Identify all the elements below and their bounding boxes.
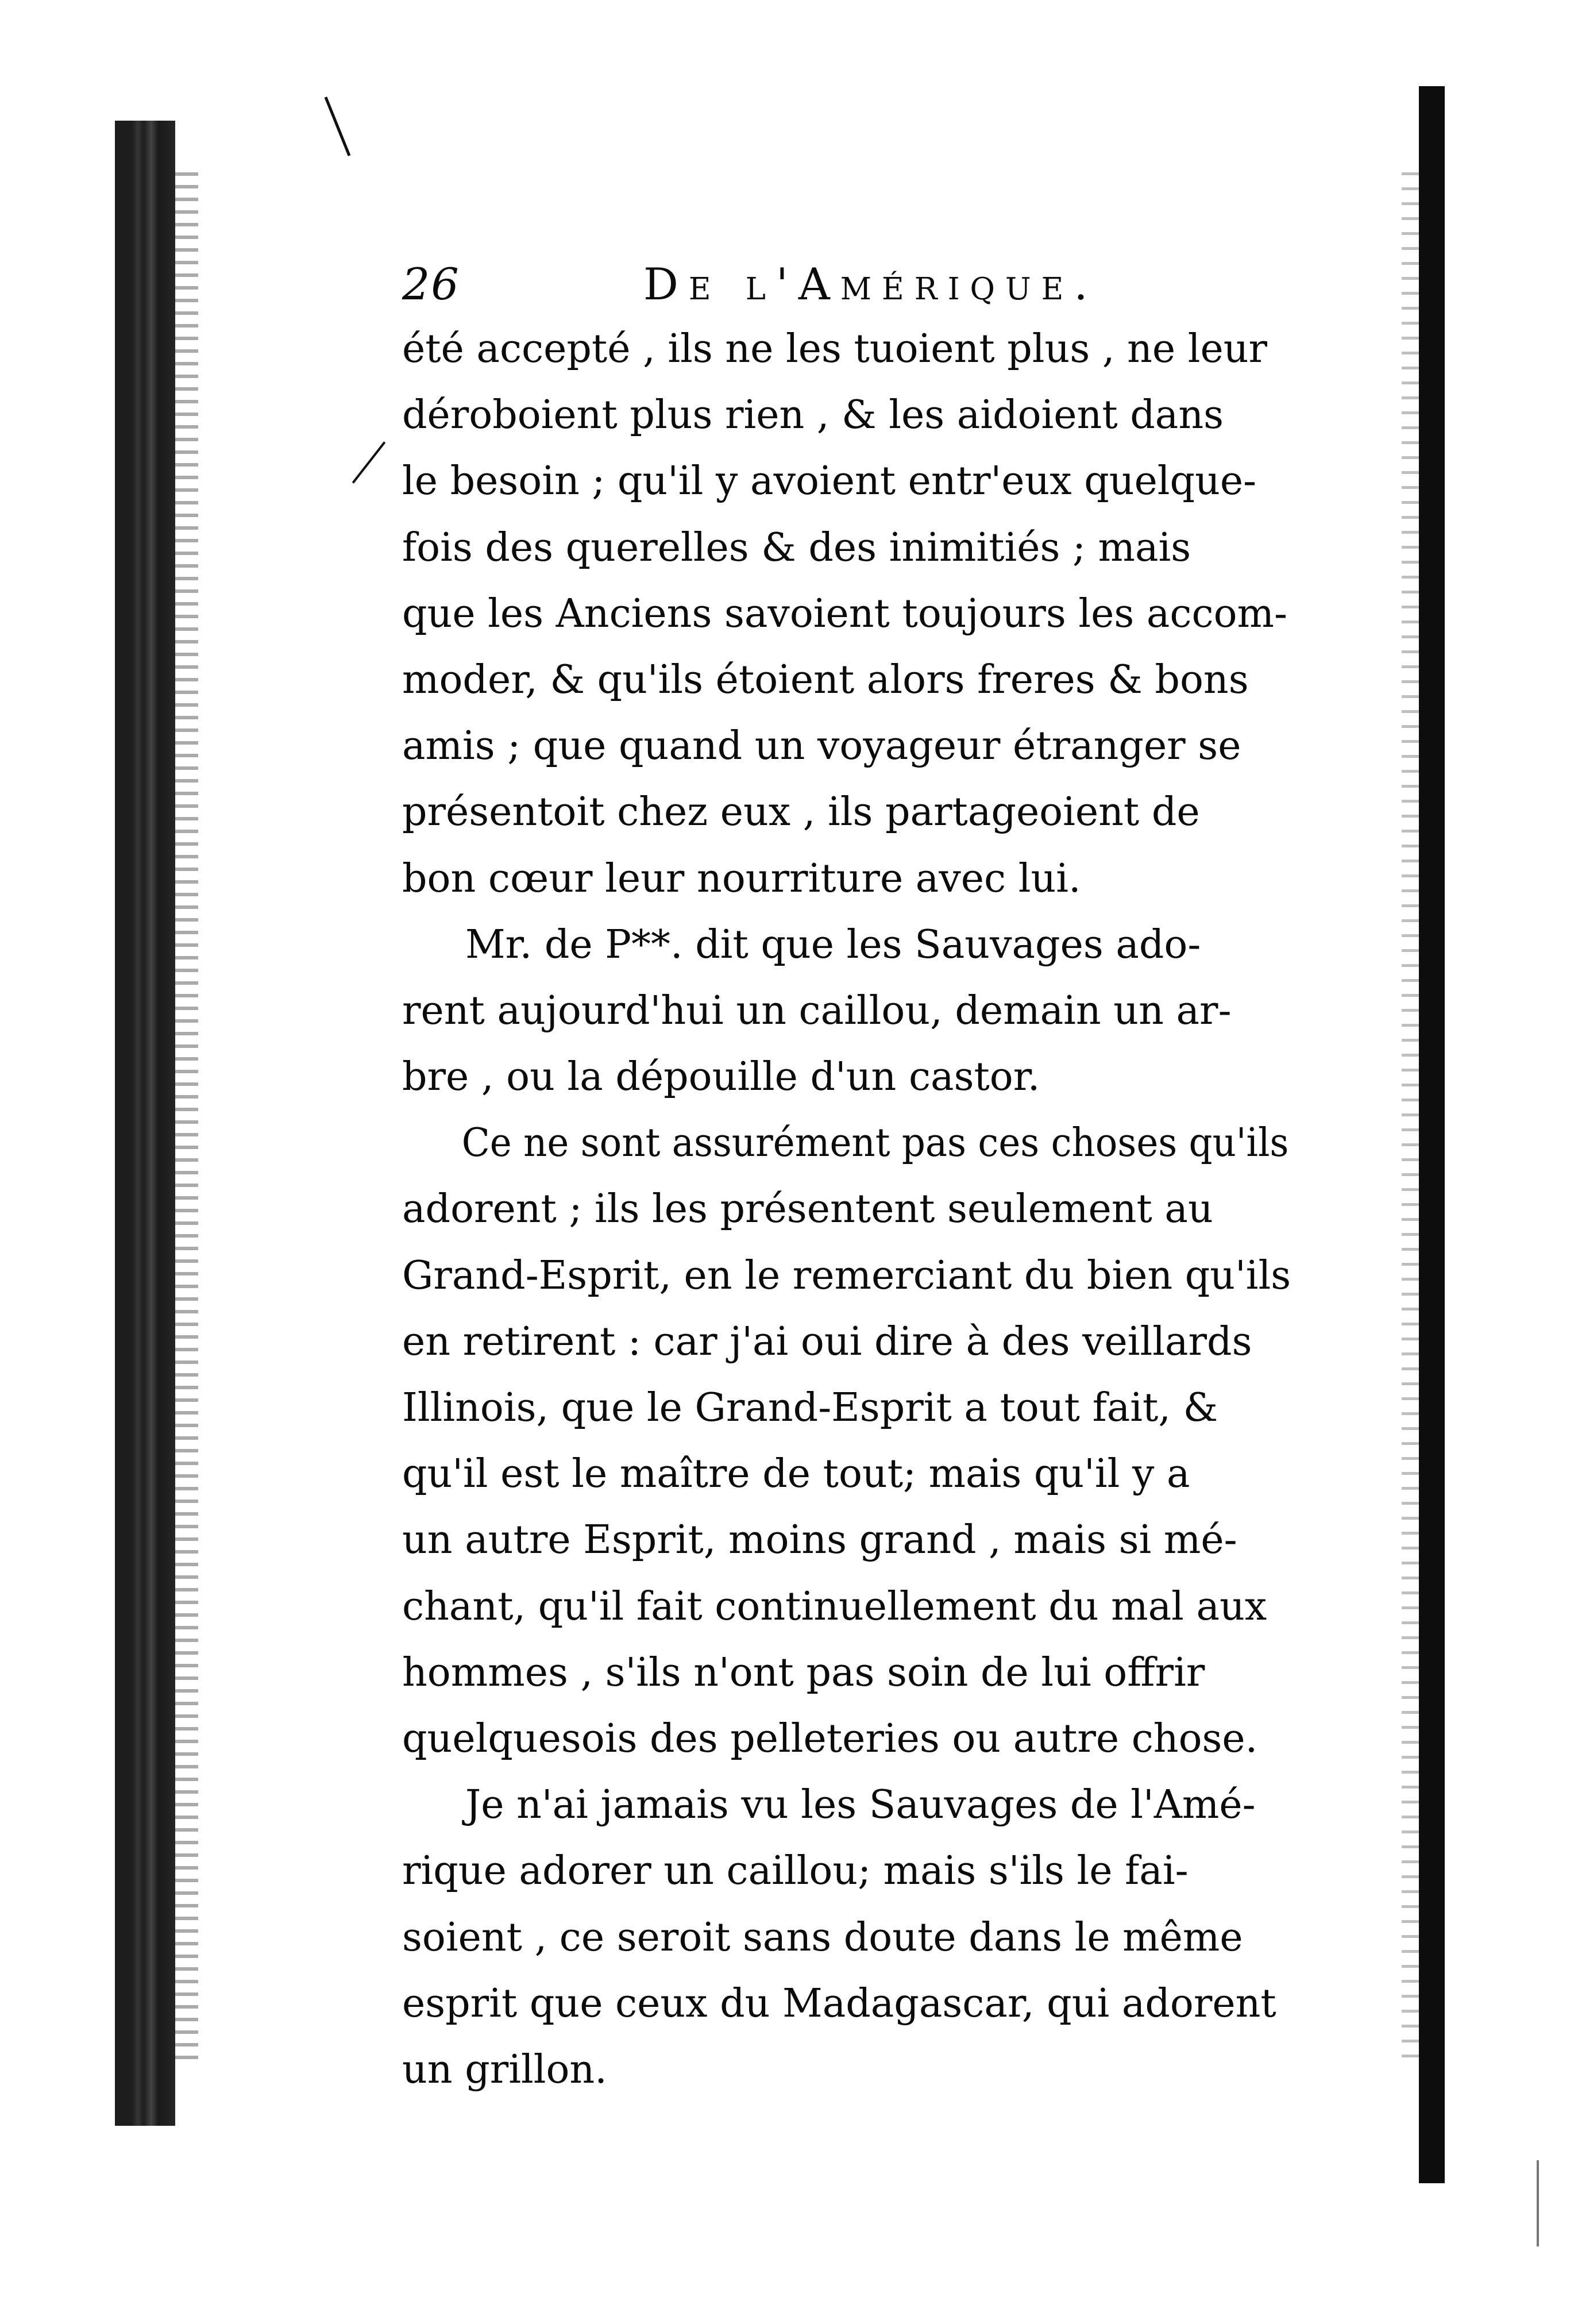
running-head — [402, 253, 1293, 316]
scan-edge-right-fringe — [1402, 172, 1419, 2068]
text-line: rent aujourd'hui un caillou, demain un ar- — [402, 988, 1232, 1034]
text-line: qu'il est le maître de tout; mais qu'il y a — [402, 1451, 1190, 1497]
running-title: De l'Amérique. — [643, 259, 1098, 310]
scan-edge-right — [1419, 86, 1445, 2183]
scan-edge-left — [115, 121, 175, 2126]
text-line: Grand-Esprit, en le remerciant du bien qu'ils — [402, 1252, 1291, 1298]
scan-mark — [325, 97, 351, 156]
text-line: en retirent : car j'ai oui dire à des veillards — [402, 1319, 1252, 1365]
text-line: fois des querelles & des inimitiés ; mais — [402, 525, 1191, 571]
text-line: que les Anciens savoient toujours les accom- — [402, 591, 1287, 637]
scan-mark — [1537, 2160, 1539, 2246]
text-line: moder, & qu'ils étoient alors freres & bons — [402, 657, 1249, 703]
text-line: le besoin ; qu'il y avoient entr'eux quelque- — [402, 458, 1257, 504]
text-line: bre , ou la dépouille d'un castor. — [402, 1054, 1040, 1100]
text-line: Illinois, que le Grand-Esprit a tout fait, & — [402, 1385, 1218, 1431]
text-line: Ce ne sont assurément pas ces choses qu'ils — [461, 1120, 1289, 1166]
page-number: 26 — [402, 259, 460, 310]
scan-mark — [352, 441, 386, 483]
text-line: un autre Esprit, moins grand , mais si mé- — [402, 1517, 1237, 1563]
text-line: adorent ; ils les présentent seulement au — [402, 1186, 1213, 1232]
text-line: un grillon. — [402, 2046, 607, 2092]
text-line: présentoit chez eux , ils partageoient de — [402, 789, 1200, 835]
text-line: rique adorer un caillou; mais s'ils le fai- — [402, 1848, 1189, 1894]
text-line: déroboient plus rien , & les aidoient dans — [402, 392, 1224, 438]
text-line: bon cœur leur nourriture avec lui. — [402, 855, 1081, 901]
text-line: chant, qu'il fait continuellement du mal aux — [402, 1583, 1267, 1629]
scan-edge-left-fringe — [175, 172, 198, 2068]
text-line: été accepté , ils ne les tuoient plus , ne leur — [402, 326, 1268, 372]
text-line: amis ; que quand un voyageur étranger se — [402, 723, 1241, 769]
text-line: esprit que ceux du Madagascar, qui adorent — [402, 1980, 1276, 2026]
body-text — [402, 316, 1293, 2103]
text-line: Mr. de P**. dit que les Sauvages ado- — [465, 922, 1201, 968]
text-line: hommes , s'ils n'ont pas soin de lui offrir — [402, 1649, 1205, 1695]
text-line: Je n'ai jamais vu les Sauvages de l'Amé- — [465, 1782, 1256, 1828]
text-line: soient , ce seroit sans doute dans le même — [402, 1914, 1243, 1960]
text-line: quelquesois des pelleteries ou autre chose. — [402, 1716, 1258, 1762]
